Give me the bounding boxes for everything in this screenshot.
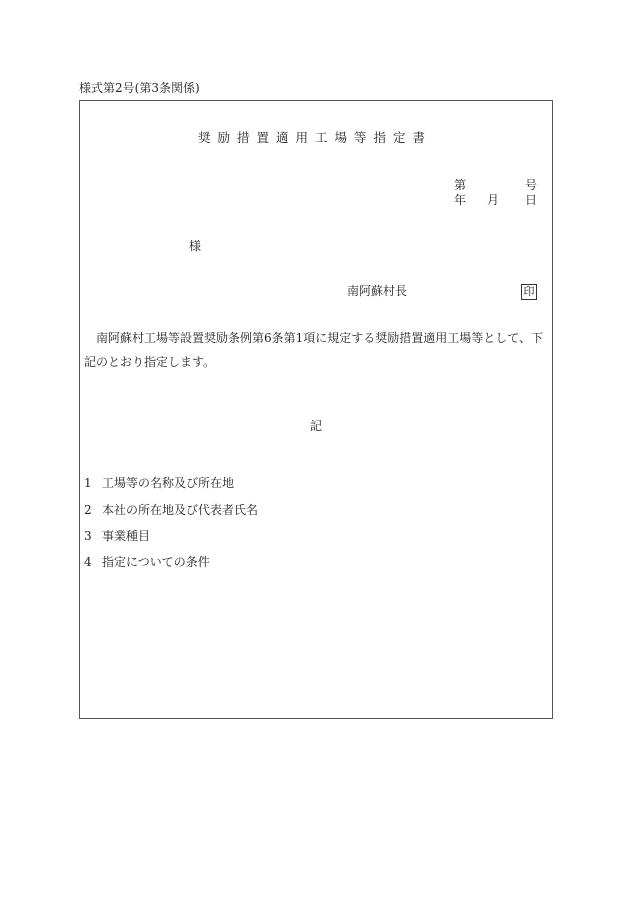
item-2-num: 2 <box>84 503 92 517</box>
date-month: 月 <box>487 193 500 207</box>
date-year: 年 <box>454 193 467 207</box>
item-3-text: 事業種目 <box>102 529 151 543</box>
document-frame <box>79 100 553 719</box>
date-day: 日 <box>525 193 538 207</box>
item-4-num: 4 <box>84 555 92 569</box>
item-4-text: 指定についての条件 <box>102 555 210 569</box>
addressee-suffix: 様 <box>189 239 202 253</box>
item-1-text: 工場等の名称及び所在地 <box>102 476 235 490</box>
item-2-text: 本社の所在地及び代表者氏名 <box>102 503 259 517</box>
item-1-num: 1 <box>84 476 92 490</box>
seal-mark: 印 <box>521 284 537 300</box>
item-3-num: 3 <box>84 529 92 543</box>
ki-heading: 記 <box>310 419 323 433</box>
issuer: 南阿蘇村長 <box>347 284 408 298</box>
form-label: 様式第2号(第3条関係) <box>79 81 200 95</box>
body-text: 南阿蘇村工場等設置奨励条例第6条第1項に規定する奨励措置適用工場等として、下記のとおり指定します。 <box>84 331 544 369</box>
number-suffix: 号 <box>525 178 538 192</box>
number-prefix: 第 <box>454 178 467 192</box>
document-title: 奨励措置適用工場等指定書 <box>197 130 432 145</box>
